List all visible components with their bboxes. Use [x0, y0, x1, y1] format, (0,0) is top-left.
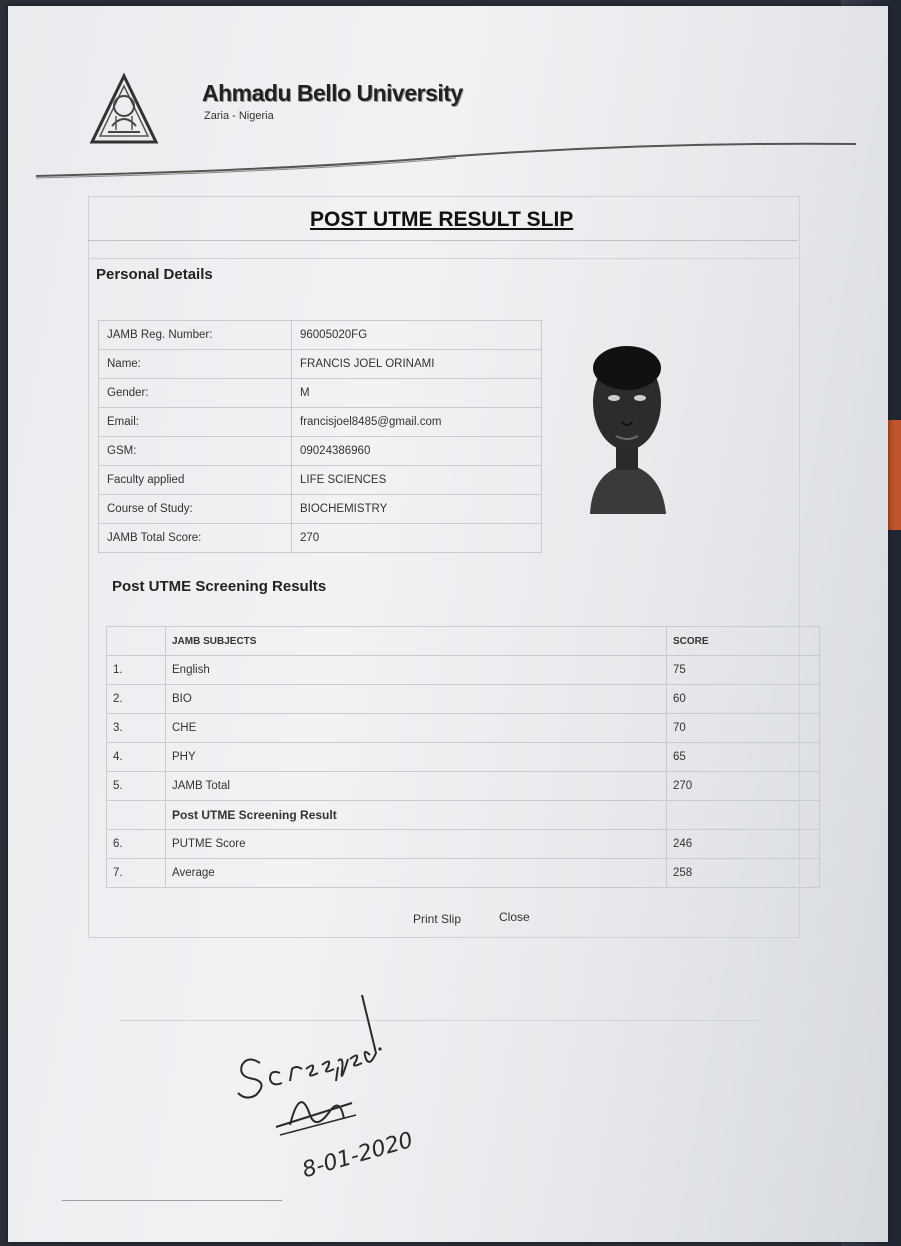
field-label: GSM:: [99, 437, 292, 466]
university-crest-icon: [86, 72, 162, 148]
handwritten-date: 8-01-2020: [299, 1127, 416, 1184]
field-value: LIFE SCIENCES: [292, 466, 542, 495]
row-number: 5.: [107, 772, 166, 801]
divider: [88, 240, 798, 241]
field-value: francisjoel8485@gmail.com: [292, 408, 542, 437]
row-subject: BIO: [166, 685, 667, 714]
row-score: 270: [667, 772, 820, 801]
row-score: 75: [667, 656, 820, 685]
row-score: 246: [667, 830, 820, 859]
field-value: 96005020FG: [292, 321, 542, 350]
screening-heading: Post UTME Screening Results: [112, 578, 327, 595]
field-label: JAMB Total Score:: [99, 524, 292, 553]
table-row: [99, 379, 542, 408]
table-header-row: [107, 627, 820, 656]
field-label: Gender:: [99, 379, 292, 408]
row-subject: Average: [166, 859, 667, 888]
handwritten-screened-signature: [220, 985, 460, 1185]
column-header-subjects: JAMB SUBJECTS: [166, 627, 667, 656]
table-row: [107, 859, 820, 888]
table-row: [107, 830, 820, 859]
table-row: [107, 656, 820, 685]
table-row: [99, 466, 542, 495]
slip-title: POST UTME RESULT SLIP: [310, 208, 574, 231]
row-subject: PUTME Score: [166, 830, 667, 859]
field-value: FRANCIS JOEL ORINAMI: [292, 350, 542, 379]
row-number: 6.: [107, 830, 166, 859]
table-row: [107, 743, 820, 772]
table-row: [99, 437, 542, 466]
divider: [62, 1200, 282, 1201]
field-label: Name:: [99, 350, 292, 379]
row-score: 258: [667, 859, 820, 888]
row-number: 3.: [107, 714, 166, 743]
table-row: [99, 350, 542, 379]
field-label: JAMB Reg. Number:: [99, 321, 292, 350]
row-score: 65: [667, 743, 820, 772]
table-row: [99, 408, 542, 437]
row-score: 70: [667, 714, 820, 743]
row-subject: CHE: [166, 714, 667, 743]
row-number: 2.: [107, 685, 166, 714]
field-label: Course of Study:: [99, 495, 292, 524]
personal-details-heading: Personal Details: [96, 266, 213, 283]
divider: [88, 258, 798, 259]
row-subject: English: [166, 656, 667, 685]
table-row: [99, 524, 542, 553]
field-label: Email:: [99, 408, 292, 437]
university-location: Zaria - Nigeria: [204, 110, 274, 122]
header-swoosh: [36, 140, 856, 180]
table-row: [99, 321, 542, 350]
table-row: [99, 495, 542, 524]
field-value: 09024386960: [292, 437, 542, 466]
column-header-score: SCORE: [667, 627, 820, 656]
table-row: [107, 772, 820, 801]
row-number: 1.: [107, 656, 166, 685]
row-score: 60: [667, 685, 820, 714]
candidate-photo: [582, 332, 672, 514]
screening-subheading: Post UTME Screening Result: [166, 801, 667, 830]
field-value: BIOCHEMISTRY: [292, 495, 542, 524]
table-subheader-row: [107, 801, 820, 830]
row-number: 7.: [107, 859, 166, 888]
screening-results-table: [106, 626, 820, 888]
row-subject: PHY: [166, 743, 667, 772]
personal-details-table: [98, 320, 542, 553]
field-value: 270: [292, 524, 542, 553]
print-slip-button[interactable]: Print Slip: [413, 912, 462, 926]
row-number: 4.: [107, 743, 166, 772]
field-label: Faculty applied: [99, 466, 292, 495]
table-row: [107, 685, 820, 714]
row-subject: JAMB Total: [166, 772, 667, 801]
table-row: [107, 714, 820, 743]
university-name: Ahmadu Bello University: [202, 80, 463, 106]
field-value: M: [292, 379, 542, 408]
close-button[interactable]: Close: [499, 910, 530, 924]
